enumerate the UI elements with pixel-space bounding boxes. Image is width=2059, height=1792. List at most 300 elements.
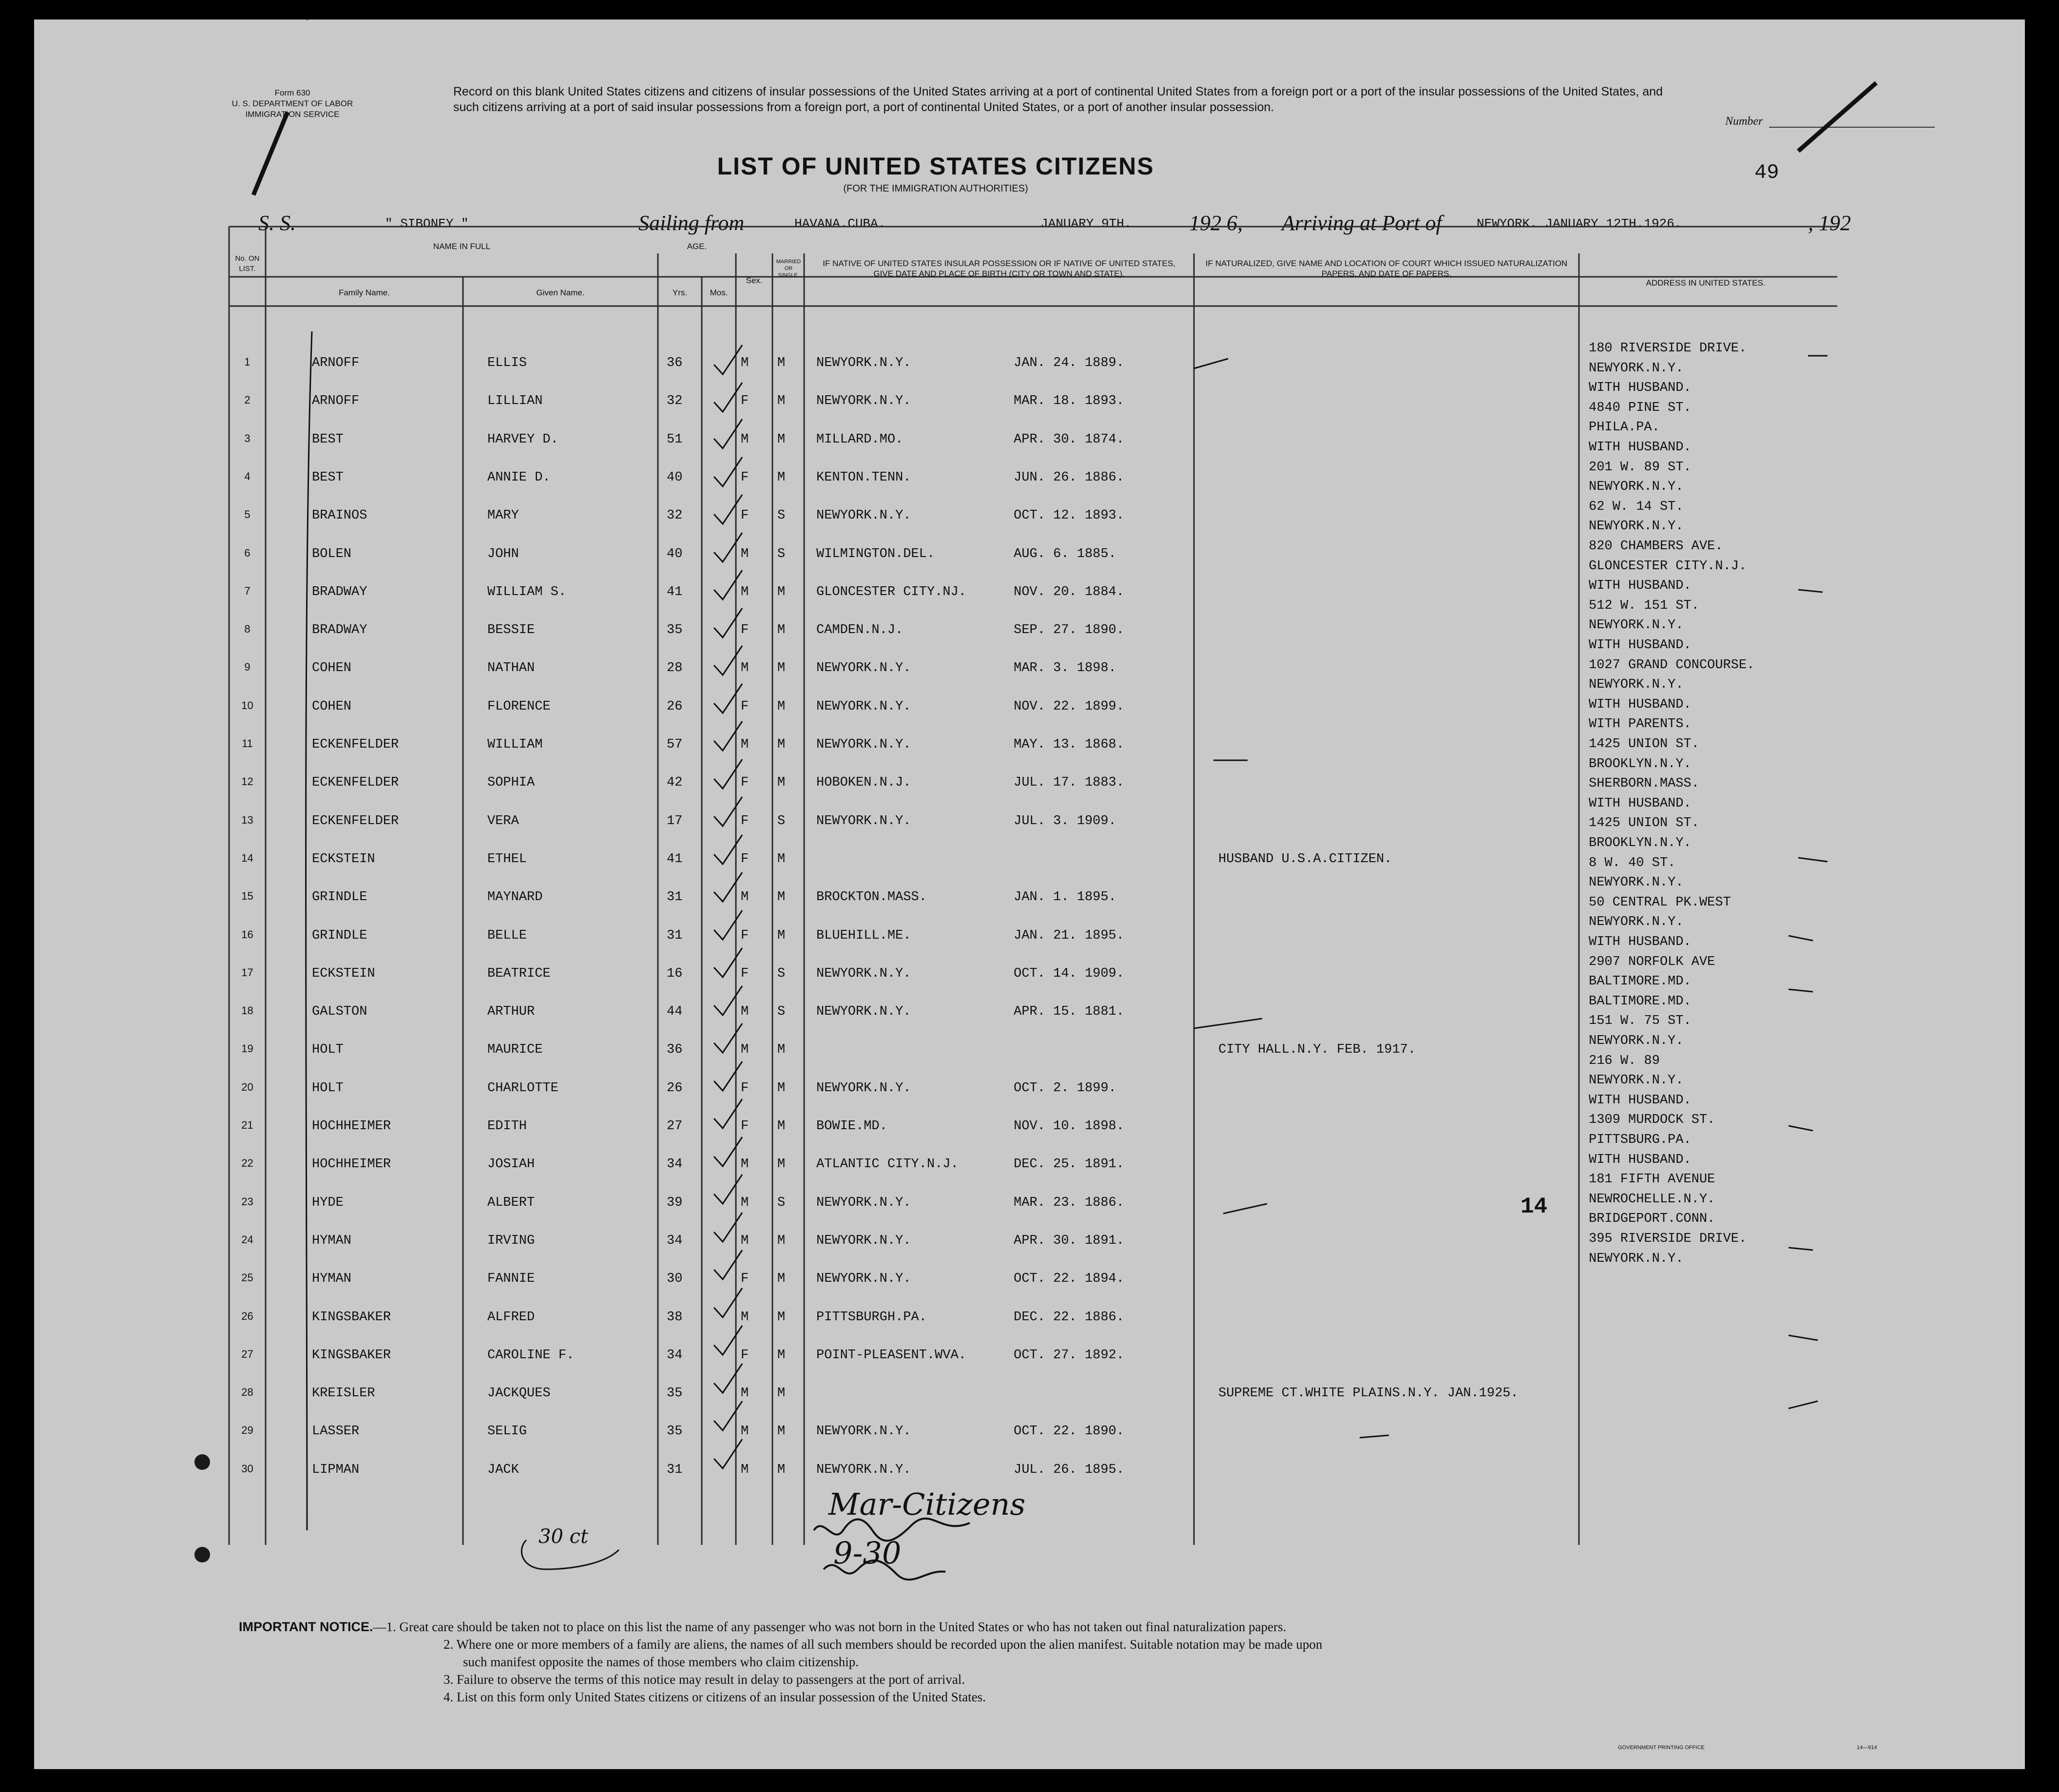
- address-line: 1425 UNION ST.: [1589, 816, 1699, 830]
- marital-status: M: [777, 623, 786, 637]
- birth-place: NEWYORK.N.Y.: [816, 1004, 911, 1019]
- address-line: 512 W. 151 ST.: [1589, 598, 1699, 613]
- age-years: 16: [667, 966, 683, 981]
- given-name: BELLE: [487, 928, 527, 943]
- address-line: NEWYORK.N.Y.: [1589, 1252, 1684, 1266]
- age-years: 57: [667, 737, 683, 752]
- sex: F: [741, 1119, 749, 1134]
- sex: M: [741, 1195, 749, 1210]
- given-name: SELIG: [487, 1424, 527, 1439]
- birth-date: NOV. 10. 1898.: [1014, 1119, 1124, 1134]
- birth-date: NOV. 22. 1899.: [1014, 699, 1124, 714]
- birth-date: JUL. 26. 1895.: [1014, 1463, 1124, 1477]
- family-name: COHEN: [312, 699, 352, 714]
- family-name: HOCHHEIMER: [312, 1157, 391, 1172]
- family-name: COHEN: [312, 661, 352, 675]
- naturalization: HUSBAND U.S.A.CITIZEN.: [1218, 852, 1392, 867]
- address-line: NEWYORK.N.Y.: [1589, 875, 1684, 890]
- birth-place: NEWYORK.N.Y.: [816, 966, 911, 981]
- birth-place: NEWYORK.N.Y.: [816, 1463, 911, 1477]
- sex: M: [741, 1386, 749, 1401]
- given-name: JACK: [487, 1463, 519, 1477]
- birth-date: DEC. 22. 1886.: [1014, 1310, 1124, 1325]
- row-number: 7: [244, 585, 250, 597]
- col-mos: Mos.: [710, 288, 728, 297]
- given-name: ETHEL: [487, 852, 527, 867]
- address-line: 1309 MURDOCK ST.: [1589, 1113, 1715, 1127]
- age-years: 34: [667, 1233, 683, 1248]
- notice-item-4: 4. List on this form only United States citizens or citizens of an insular possession of the United States.: [443, 1690, 986, 1704]
- year-label-2: , 192: [1808, 211, 1851, 235]
- sex: M: [741, 432, 749, 447]
- age-years: 34: [667, 1348, 683, 1363]
- naturalization: CITY HALL.N.Y. FEB. 1917.: [1218, 1042, 1416, 1057]
- address-line: SHERBORN.MASS.: [1589, 776, 1699, 791]
- marital-status: M: [777, 432, 786, 447]
- age-years: 31: [667, 1463, 683, 1477]
- page-title: LIST OF UNITED STATES CITIZENS: [717, 153, 1155, 180]
- birth-place: NEWYORK.N.Y.: [816, 1233, 911, 1248]
- birth-date: JAN. 1. 1895.: [1014, 890, 1116, 905]
- birth-date: JUN. 26. 1886.: [1014, 470, 1124, 485]
- birth-place: NEWYORK.N.Y.: [816, 508, 911, 523]
- address-line: NEWYORK.N.Y.: [1589, 1034, 1684, 1048]
- age-years: 38: [667, 1310, 683, 1325]
- sex: F: [741, 699, 749, 714]
- birth-place: BROCKTON.MASS.: [816, 890, 927, 905]
- given-name: EDITH: [487, 1119, 527, 1134]
- given-name: WILLIAM: [487, 737, 543, 752]
- marital-status: S: [777, 1004, 786, 1019]
- row-number: 14: [241, 852, 253, 864]
- sex: F: [741, 928, 749, 943]
- marital-status: M: [777, 1233, 786, 1248]
- row-number: 22: [241, 1157, 253, 1169]
- age-years: 34: [667, 1157, 683, 1172]
- family-name: BRADWAY: [312, 623, 367, 637]
- birth-date: JUL. 3. 1909.: [1014, 814, 1116, 829]
- birth-place: WILMINGTON.DEL.: [816, 547, 935, 561]
- sex: F: [741, 508, 749, 523]
- given-name: ANNIE D.: [487, 470, 551, 485]
- family-name: BRADWAY: [312, 585, 367, 599]
- intro-instructions: Record on this blank United States citizens and citizens of insular possessions of the United States arriving at a port of continental United States from a foreign port or a port of the insular possessions of the United States, and such citizens arriving at a port of said insular possessions from a foreign port, a port of continental United States, or a port of another insular possession.: [453, 85, 1663, 114]
- col-yrs: Yrs.: [672, 288, 688, 297]
- given-name: JOSIAH: [487, 1157, 535, 1172]
- address-line: 2907 NORFOLK AVE: [1589, 955, 1715, 969]
- marital-status: M: [777, 356, 786, 370]
- age-years: 35: [667, 1424, 683, 1439]
- family-name: BRAINOS: [312, 508, 367, 523]
- given-name: JACKQUES: [487, 1386, 551, 1401]
- birth-place: BOWIE.MD.: [816, 1119, 887, 1134]
- age-years: 35: [667, 1386, 683, 1401]
- col-family-name: Family Name.: [339, 288, 390, 297]
- marital-status: M: [777, 775, 786, 790]
- family-name: GALSTON: [312, 1004, 367, 1019]
- age-years: 40: [667, 470, 683, 485]
- marital-status: M: [777, 470, 786, 485]
- address-line: 8 W. 40 ST.: [1589, 856, 1676, 870]
- sex: M: [741, 1463, 749, 1477]
- family-name: HYDE: [312, 1195, 344, 1210]
- marital-status: S: [777, 508, 786, 523]
- number-label: Number: [1725, 115, 1763, 128]
- row-number: 3: [244, 432, 250, 444]
- sex: F: [741, 1348, 749, 1363]
- address-line: 151 W. 75 ST.: [1589, 1014, 1692, 1028]
- birth-date: OCT. 2. 1899.: [1014, 1081, 1116, 1096]
- birth-place: NEWYORK.N.Y.: [816, 1195, 911, 1210]
- family-name: KREISLER: [312, 1386, 375, 1401]
- age-years: 31: [667, 928, 683, 943]
- row-number: 25: [241, 1272, 253, 1284]
- marital-status: S: [777, 547, 786, 561]
- family-name: HYMAN: [312, 1233, 352, 1248]
- birth-date: OCT. 27. 1892.: [1014, 1348, 1124, 1363]
- marital-status: M: [777, 1463, 786, 1477]
- address-line: NEWYORK.N.Y.: [1589, 618, 1684, 633]
- birth-place: BLUEHILL.ME.: [816, 928, 911, 943]
- marital-status: M: [777, 585, 786, 599]
- handwritten-note-1: Mar-Citizens: [828, 1486, 1026, 1522]
- birth-date: MAY. 13. 1868.: [1014, 737, 1124, 752]
- marital-status: M: [777, 1348, 786, 1363]
- address-line: BROOKLYN.N.Y.: [1589, 836, 1692, 850]
- birth-place: NEWYORK.N.Y.: [816, 737, 911, 752]
- sex: M: [741, 1233, 749, 1248]
- birth-date: MAR. 23. 1886.: [1014, 1195, 1124, 1210]
- birth-place: NEWYORK.N.Y.: [816, 1272, 911, 1286]
- address-line: 395 RIVERSIDE DRIVE.: [1589, 1232, 1747, 1246]
- address-line: WITH HUSBAND.: [1589, 1153, 1692, 1167]
- margin-number: 14: [1520, 1194, 1548, 1219]
- given-name: IRVING: [487, 1233, 535, 1248]
- marital-status: M: [777, 737, 786, 752]
- birth-place: ATLANTIC CITY.N.J.: [816, 1157, 959, 1172]
- naturalization: SUPREME CT.WHITE PLAINS.N.Y. JAN.1925.: [1218, 1386, 1519, 1401]
- col-married-single: MARRIED OR SINGLE.: [776, 259, 801, 278]
- col-no-on-list: No. ON LIST.: [235, 254, 260, 273]
- col-age: AGE.: [687, 242, 707, 251]
- form-code: 14—914: [1857, 1745, 1877, 1751]
- col-name-in-full: NAME IN FULL: [433, 242, 491, 251]
- ss-label: S. S.: [258, 211, 296, 235]
- sex: M: [741, 1157, 749, 1172]
- age-years: 26: [667, 1081, 683, 1096]
- marital-status: S: [777, 814, 786, 829]
- birth-date: AUG. 6. 1885.: [1014, 547, 1116, 561]
- birth-date: OCT. 22. 1894.: [1014, 1272, 1124, 1286]
- given-name: BEATRICE: [487, 966, 551, 981]
- row-number: 6: [244, 547, 250, 559]
- address-line: 1027 GRAND CONCOURSE.: [1589, 658, 1755, 673]
- birth-date: NOV. 20. 1884.: [1014, 585, 1124, 599]
- important-notice: [239, 1618, 1322, 1706]
- row-number: 29: [241, 1424, 253, 1436]
- row-number: 28: [241, 1386, 253, 1398]
- birth-date: DEC. 25. 1891.: [1014, 1157, 1124, 1172]
- address-line: NEWYORK.N.Y.: [1589, 361, 1684, 376]
- row-number: 5: [244, 508, 250, 520]
- birth-place: POINT-PLEASENT.WVA.: [816, 1348, 966, 1363]
- notice-item-3: 3. Failure to observe the terms of this notice may result in delay to passengers at the port of arrival.: [443, 1672, 965, 1687]
- birth-date: SEP. 27. 1890.: [1014, 623, 1124, 637]
- address-line: WITH HUSBAND.: [1589, 440, 1692, 455]
- address-line: BALTIMORE.MD.: [1589, 994, 1692, 1009]
- birth-place: NEWYORK.N.Y.: [816, 1424, 911, 1439]
- family-name: BOLEN: [312, 547, 352, 561]
- birth-place: KENTON.TENN.: [816, 470, 911, 485]
- age-years: 27: [667, 1119, 683, 1134]
- address-line: WITH HUSBAND.: [1589, 697, 1692, 712]
- sex: M: [741, 1424, 749, 1439]
- address-line: BRIDGEPORT.CONN.: [1589, 1212, 1715, 1226]
- birth-date: OCT. 12. 1893.: [1014, 508, 1124, 523]
- given-name: MARY: [487, 508, 519, 523]
- form-label: Form 630: [274, 88, 310, 97]
- given-name: ALFRED: [487, 1310, 535, 1325]
- given-name: ARTHUR: [487, 1004, 535, 1019]
- sex: M: [741, 585, 749, 599]
- col-native: IF NATIVE OF UNITED STATES INSULAR POSSESSION OR IF NATIVE OF UNITED STATES, GIVE DATE AND PLACE OF BIRTH (CITY OR TOWN AND STATE).: [823, 259, 1175, 278]
- birth-place: NEWYORK.N.Y.: [816, 661, 911, 675]
- given-name: CHARLOTTE: [487, 1081, 558, 1096]
- birth-date: JAN. 21. 1895.: [1014, 928, 1124, 943]
- marital-status: M: [777, 1042, 786, 1057]
- row-number: 16: [241, 928, 253, 941]
- address-line: PITTSBURG.PA.: [1589, 1133, 1692, 1147]
- family-name: ARNOFF: [312, 356, 360, 370]
- family-name: LASSER: [312, 1424, 360, 1439]
- sex: M: [741, 356, 749, 370]
- sex: F: [741, 1081, 749, 1096]
- col-naturalized: IF NATURALIZED, GIVE NAME AND LOCATION OF COURT WHICH ISSUED NATURALIZATION PAPERS, AND DATE OF PAPERS.: [1205, 259, 1568, 278]
- row-number: 30: [241, 1463, 253, 1475]
- row-number: 17: [241, 966, 253, 979]
- family-name: ARNOFF: [312, 394, 360, 408]
- sex: M: [741, 661, 749, 675]
- address-line: 4840 PINE ST.: [1589, 401, 1692, 415]
- row-number: 12: [241, 775, 253, 788]
- row-number: 19: [241, 1042, 253, 1055]
- marital-status: M: [777, 1310, 786, 1325]
- sex: M: [741, 547, 749, 561]
- row-number: 2: [244, 394, 250, 406]
- address-line: WITH HUSBAND.: [1589, 578, 1692, 593]
- col-given-name: Given Name.: [536, 288, 585, 297]
- birth-place: MILLARD.MO.: [816, 432, 904, 447]
- birth-date: MAR. 3. 1898.: [1014, 661, 1116, 675]
- row-number: 11: [242, 737, 253, 750]
- given-name: VERA: [487, 814, 519, 829]
- age-years: 26: [667, 699, 683, 714]
- birth-place: NEWYORK.N.Y.: [816, 814, 911, 829]
- department-label: U. S. DEPARTMENT OF LABOR: [231, 99, 353, 108]
- given-name: JOHN: [487, 547, 519, 561]
- family-name: GRINDLE: [312, 890, 367, 905]
- given-name: LILLIAN: [487, 394, 543, 408]
- marital-status: M: [777, 661, 786, 675]
- address-line: BROOKLYN.N.Y.: [1589, 757, 1692, 771]
- family-name: ECKENFELDER: [312, 814, 399, 829]
- marital-status: M: [777, 1424, 786, 1439]
- year-label: 192 6,: [1189, 211, 1243, 235]
- marital-status: M: [777, 890, 786, 905]
- address-line: NEWYORK.N.Y.: [1589, 519, 1684, 534]
- birth-place: PITTSBURGH.PA.: [816, 1310, 927, 1325]
- family-name: ECKSTEIN: [312, 966, 375, 981]
- age-years: 41: [667, 585, 683, 599]
- sex: F: [741, 775, 749, 790]
- given-name: ALBERT: [487, 1195, 535, 1210]
- row-number: 20: [241, 1081, 253, 1093]
- birth-date: APR. 30. 1874.: [1014, 432, 1124, 447]
- given-name: FANNIE: [487, 1272, 535, 1286]
- address-line: 180 RIVERSIDE DRIVE.: [1589, 341, 1747, 356]
- address-line: 62 W. 14 ST.: [1589, 500, 1684, 514]
- family-name: ECKENFELDER: [312, 775, 399, 790]
- address-line: NEWYORK.N.Y.: [1589, 915, 1684, 929]
- marital-status: S: [777, 966, 786, 981]
- notice-item-1: —1. Great care should be taken not to place on this list the name of any passenger who was not born in the United States or who has not taken out final naturalization papers.: [373, 1619, 1287, 1634]
- birth-date: OCT. 22. 1890.: [1014, 1424, 1124, 1439]
- address-line: BALTIMORE.MD.: [1589, 974, 1692, 989]
- given-name: WILLIAM S.: [487, 585, 567, 599]
- address-line: NEWYORK.N.Y.: [1589, 480, 1684, 494]
- row-number: 18: [241, 1004, 253, 1017]
- sailing-from-label: Sailing from: [638, 211, 745, 235]
- age-years: 17: [667, 814, 683, 829]
- row-number: 1: [244, 356, 250, 368]
- notice-item-2b: such manifest opposite the names of those members who claim citizenship.: [463, 1655, 859, 1669]
- age-years: 40: [667, 547, 683, 561]
- age-years: 28: [667, 661, 683, 675]
- sex: F: [741, 394, 749, 408]
- given-name: NATHAN: [487, 661, 535, 675]
- sex: F: [741, 470, 749, 485]
- address-line: WITH HUSBAND.: [1589, 935, 1692, 949]
- given-name: MAURICE: [487, 1042, 543, 1057]
- row-number: 8: [244, 623, 250, 635]
- row-number: 4: [244, 470, 250, 482]
- family-name: HYMAN: [312, 1272, 352, 1286]
- address-line: 181 FIFTH AVENUE: [1589, 1172, 1715, 1187]
- handwritten-note-2: 9-30: [833, 1535, 902, 1571]
- family-name: KINGSBAKER: [312, 1310, 391, 1325]
- row-number: 23: [241, 1195, 253, 1208]
- address-line: 201 W. 89 ST.: [1589, 460, 1692, 475]
- arriving-label: Arriving at Port of: [1282, 211, 1442, 235]
- address-line: NEWROCHELLE.N.Y.: [1589, 1192, 1715, 1207]
- printer-label: GOVERNMENT PRINTING OFFICE: [1618, 1745, 1705, 1751]
- birth-date: APR. 15. 1881.: [1014, 1004, 1124, 1019]
- row-number: 26: [241, 1310, 253, 1322]
- sex: F: [741, 814, 749, 829]
- marital-status: S: [777, 1195, 786, 1210]
- row-number: 15: [241, 890, 253, 902]
- given-name: FLORENCE: [487, 699, 551, 714]
- age-years: 30: [667, 1272, 683, 1286]
- notice-item-2a: 2. Where one or more members of a family are aliens, the names of all such members should be recorded upon the alien manifest. Suitable notation may be made upon: [443, 1637, 1323, 1652]
- given-name: CAROLINE F.: [487, 1348, 575, 1363]
- sex: F: [741, 623, 749, 637]
- address-line: GLONCESTER CITY.N.J.: [1589, 559, 1747, 574]
- birth-date: JAN. 24. 1889.: [1014, 356, 1124, 370]
- address-line: 216 W. 89: [1589, 1054, 1660, 1068]
- family-name: ECKSTEIN: [312, 852, 375, 867]
- age-years: 32: [667, 394, 683, 408]
- family-name: GRINDLE: [312, 928, 367, 943]
- marital-status: M: [777, 699, 786, 714]
- address-line: NEWYORK.N.Y.: [1589, 1073, 1684, 1088]
- address-line: WITH HUSBAND.: [1589, 796, 1692, 811]
- address-line: WITH HUSBAND.: [1589, 638, 1692, 653]
- row-number: 24: [241, 1233, 253, 1246]
- birth-date: MAR. 18. 1893.: [1014, 394, 1124, 408]
- sailing-from-value: HAVANA.CUBA.: [794, 216, 886, 231]
- marital-status: M: [777, 1272, 786, 1286]
- family-name: LIPMAN: [312, 1463, 360, 1477]
- address-line: PHILA.PA.: [1589, 420, 1660, 435]
- birth-place: NEWYORK.N.Y.: [816, 356, 911, 370]
- marital-status: M: [777, 1119, 786, 1134]
- age-years: 35: [667, 623, 683, 637]
- age-years: 36: [667, 1042, 683, 1057]
- arriving-port: NEWYORK. JANUARY 12TH.1926.: [1477, 216, 1682, 231]
- ship-name: " SIBONEY ": [385, 216, 469, 231]
- row-number: 9: [244, 661, 250, 673]
- address-line: 50 CENTRAL PK.WEST: [1589, 895, 1731, 910]
- row-number: 21: [241, 1119, 253, 1131]
- given-name: BESSIE: [487, 623, 535, 637]
- birth-place: CAMDEN.N.J.: [816, 623, 904, 637]
- marital-status: M: [777, 852, 786, 867]
- sheet-number: 49: [1754, 161, 1779, 184]
- sex: F: [741, 1272, 749, 1286]
- address-line: WITH HUSBAND.: [1589, 1093, 1692, 1108]
- marital-status: M: [777, 928, 786, 943]
- sex: M: [741, 1042, 749, 1057]
- address-line: WITH PARENTS.: [1589, 717, 1692, 732]
- birth-place: GLONCESTER CITY.NJ.: [816, 585, 966, 599]
- address-line: NEWYORK.N.Y.: [1589, 677, 1684, 692]
- sailing-date: JANUARY 9TH.: [1040, 216, 1132, 231]
- manifest-sheet: [34, 19, 2025, 1769]
- notice-heading: IMPORTANT NOTICE.: [239, 1619, 373, 1634]
- age-years: 44: [667, 1004, 683, 1019]
- family-name: HOCHHEIMER: [312, 1119, 391, 1134]
- age-years: 41: [667, 852, 683, 867]
- col-sex: Sex.: [746, 276, 763, 285]
- birth-place: HOBOKEN.N.J.: [816, 775, 911, 790]
- col-address: ADDRESS IN UNITED STATES.: [1646, 278, 1766, 288]
- age-years: 42: [667, 775, 683, 790]
- birth-place: NEWYORK.N.Y.: [816, 699, 911, 714]
- birth-place: NEWYORK.N.Y.: [816, 394, 911, 408]
- sex: M: [741, 890, 749, 905]
- birth-date: OCT. 14. 1909.: [1014, 966, 1124, 981]
- sex: F: [741, 852, 749, 867]
- family-name: KINGSBAKER: [312, 1348, 391, 1363]
- age-years: 31: [667, 890, 683, 905]
- sex: M: [741, 737, 749, 752]
- service-label: IMMIGRATION SERVICE: [245, 110, 340, 119]
- given-name: MAYNARD: [487, 890, 543, 905]
- marital-status: M: [777, 394, 786, 408]
- given-name: SOPHIA: [487, 775, 535, 790]
- birth-date: APR. 30. 1891.: [1014, 1233, 1124, 1248]
